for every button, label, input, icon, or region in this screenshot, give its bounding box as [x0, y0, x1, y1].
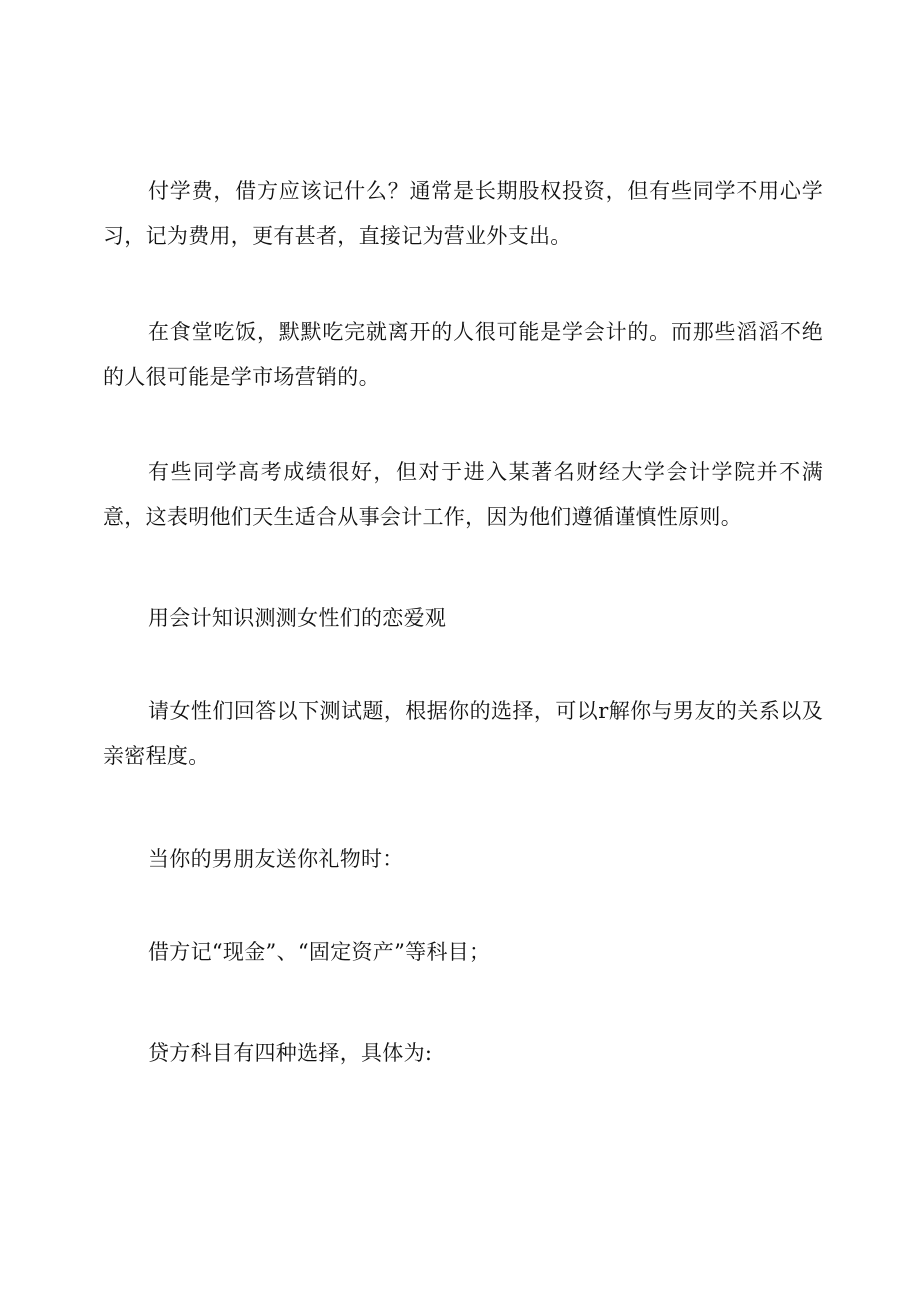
paragraph-college-entrance: 有些同学高考成绩很好，但对于进入某著名财经大学会计学院并不满意，这表明他们天生适合从事会计工作，因为他们遵循谨慎性原则。 [103, 460, 823, 529]
paragraph-credit-options: 贷方科目有四种选择，具体为: [148, 1041, 433, 1065]
paragraph-gift-question: 当你的男朋友送你礼物时： [148, 847, 404, 871]
paragraph-tuition-debit: 付学费，借方应该记什么？通常是长期股权投资，但有些同学不用心学习，记为费用，更有甚者，直接记为营业外支出。 [103, 179, 823, 248]
paragraph-quiz-intro: 请女性们回答以下测试题，根据你的选择，可以r解你与男友的关系以及亲密程度。 [103, 699, 823, 768]
section-heading: 用会计知识测测女性们的恋爱观 [148, 606, 447, 630]
paragraph-canteen: 在食堂吃饭，默默吃完就离开的人很可能是学会计的。而那些滔滔不绝的人很可能是学市场营销的。 [103, 320, 823, 389]
paragraph-debit-entry: 借方记“现金”、“固定资产”等科目； [148, 940, 491, 964]
